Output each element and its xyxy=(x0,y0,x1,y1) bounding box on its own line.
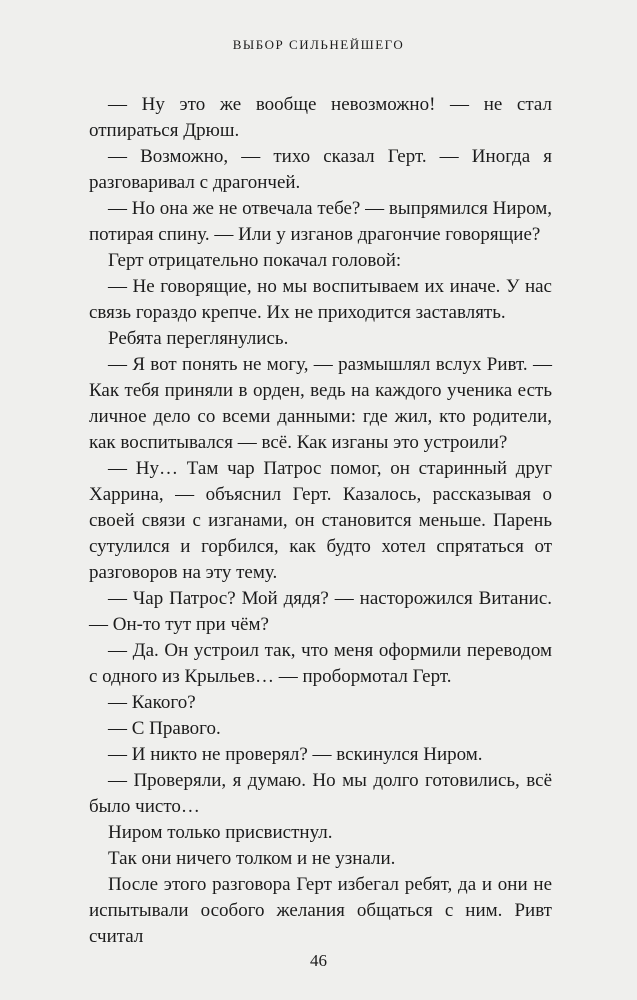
paragraph: — Чар Патрос? Мой дядя? — насторожился Витанис. — Он-то тут при чём? xyxy=(89,588,552,635)
paragraph: Так они ничего толком и не узнали. xyxy=(108,848,396,869)
page-number: 46 xyxy=(310,951,327,970)
paragraph: — Но она же не отвечала тебе? — выпрямился Ниром, потирая спину. — Или у изганов драгончие говорящие? xyxy=(89,198,552,245)
paragraph: — И никто не проверял? — вскинулся Ниром. xyxy=(108,744,483,765)
paragraph: Ребята переглянулись. xyxy=(108,328,289,349)
paragraph: — С Правого. xyxy=(108,718,221,739)
running-header: ВЫБОР СИЛЬНЕЙШЕГО xyxy=(232,37,405,52)
paragraph: — Ну… Там чар Патрос помог, он старинный друг Харрина, — объяснил Герт. Казалось, рассказывая о своей связи с изганами, он становится меньше. Парень сутулился и горбился, как будто хотел спрятаться от разговоров на эту тему. xyxy=(89,458,552,583)
paragraph: После этого разговора Герт избегал ребят, да и они не испытывали особого желания общаться с ним. Ривт считал xyxy=(89,874,552,947)
paragraph: — Я вот понять не могу, — размышлял вслух Ривт. — Как тебя приняли в орден, ведь на каждого ученика есть личное дело со всеми данными: где жил, кто родители, как воспитывался — всё. Как изганы это устроили? xyxy=(89,354,552,453)
paragraph: — Возможно, — тихо сказал Герт. — Иногда я разговаривал с драгончей. xyxy=(89,146,552,193)
paragraph: — Не говорящие, но мы воспитываем их иначе. У нас связь гораздо крепче. Их не приходится заставлять. xyxy=(89,276,552,323)
paragraph: — Какого? xyxy=(108,692,196,713)
paragraph: Герт отрицательно покачал головой: xyxy=(108,250,402,271)
body-text xyxy=(89,92,552,950)
paragraph: Ниром только присвистнул. xyxy=(108,822,333,843)
paragraph: — Да. Он устроил так, что меня оформили переводом с одного из Крыльев… — пробормотал Герт. xyxy=(89,640,552,687)
paragraph: — Ну это же вообще невозможно! — не стал отпираться Дрюш. xyxy=(89,94,552,141)
paragraph: — Проверяли, я думаю. Но мы долго готовились, всё было чисто… xyxy=(89,770,552,817)
